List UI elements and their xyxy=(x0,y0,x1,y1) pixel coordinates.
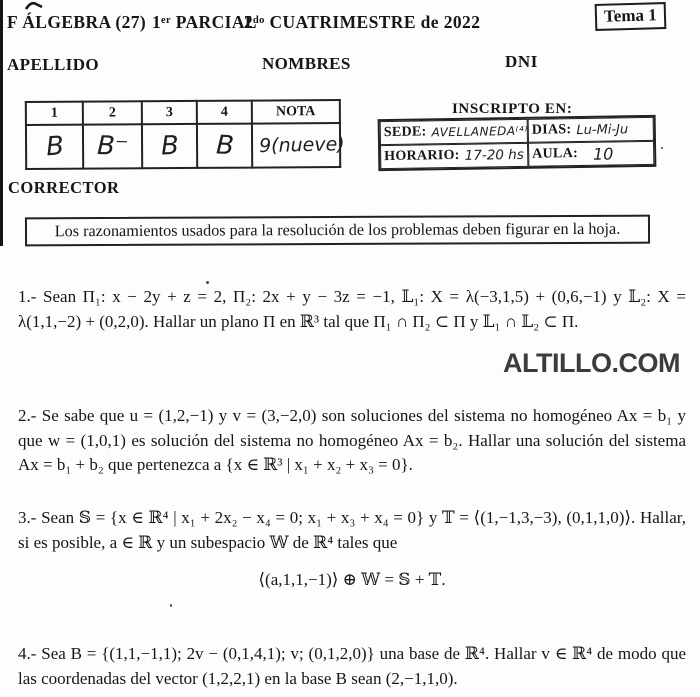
grade-col-2: 2 xyxy=(83,101,142,124)
aula-cell xyxy=(528,141,654,167)
course-title: F ÁLGEBRA (27) xyxy=(7,12,147,32)
sede-cell xyxy=(380,119,528,145)
handwritten-horario: 17-20 hs xyxy=(464,146,524,164)
apellido-label: APELLIDO xyxy=(7,55,99,74)
grade-table-value-row xyxy=(26,123,340,169)
problem-3: 3.- Sean 𝕊 = {x ∈ ℝ⁴ | x₁ + 2x₂ − x₄ = 0; x₁ + x₃ + x₄ = 0} y 𝕋 = ⟨(1,−1,3,−3), (0,1,1,0)⟩. Hallar, si es posible, a ∈ ℝ y un subespacio 𝕎 de ℝ⁴ tales que xyxy=(18,508,686,552)
dni-label: DNI xyxy=(505,52,538,71)
inscripto-box xyxy=(378,115,657,171)
handwritten-dias: Lu-Mi-Ju xyxy=(576,121,629,138)
scan-dot-artifact xyxy=(170,604,172,607)
scan-dot-artifact xyxy=(661,147,663,149)
parcial-title: 1ᵉʳ PARCIAL xyxy=(152,12,257,32)
handwritten-grade-2: B⁻ xyxy=(96,130,129,162)
problem-2: 2.- Se sabe que u = (1,2,−1) y v = (3,−2,0) son soluciones del sistema no homogéneo Ax = b₁ y que w = (1,0,1) es solución del sistema no homogéneo Ax = b₂. Hallar una solución del sistema Ax = b₁ + b₂ que pertenezca a {x ∈ ℝ³ | x₁ + x₂ + x₃ = 0}. xyxy=(18,406,686,474)
inscripto-title: INSCRIPTO EN: xyxy=(452,101,573,117)
sede-label: SEDE: xyxy=(383,124,427,141)
cuatrimestre-title: 2ᵈᵒ CUATRIMESTRE de 2022 xyxy=(244,12,481,32)
handwritten-final-grade: 9(nueve) xyxy=(258,133,345,158)
problem-3-equation: ⟨(a,1,1,−1)⟩ ⊕ 𝕎 = 𝕊 + 𝕋. xyxy=(258,570,446,589)
aula-label: AULA: xyxy=(532,146,579,162)
notice-box xyxy=(25,215,650,247)
handwritten-grade-1: B xyxy=(44,131,65,163)
nombres-label: NOMBRES xyxy=(262,54,351,73)
grade-table-header-row xyxy=(26,100,340,125)
grade-col-3: 3 xyxy=(142,101,197,124)
corrector-label: CORRECTOR xyxy=(8,178,120,197)
dias-label: DIAS: xyxy=(531,122,572,138)
notice-text: Los razonamientos usados para la resolución de los problemas deben figurar en la hoja. xyxy=(54,219,621,241)
grade-table xyxy=(25,99,345,170)
horario-cell xyxy=(380,143,528,169)
grade-value-1 xyxy=(26,125,83,169)
grade-value-3 xyxy=(142,124,197,168)
altillo-watermark: ALTILLO.COM xyxy=(503,348,680,378)
grade-value-2 xyxy=(83,124,142,168)
grade-col-nota: NOTA xyxy=(252,100,340,124)
scan-edge-artifact xyxy=(0,0,3,246)
grade-value-4 xyxy=(197,124,252,168)
tema-box xyxy=(595,2,666,31)
grade-col-4: 4 xyxy=(197,101,252,124)
scan-mark-artifact xyxy=(24,0,44,12)
grade-col-1: 1 xyxy=(26,102,83,125)
problem-4: 4.- Sea B = {(1,1,−1,1); 2v − (0,1,4,1); v; (0,1,2,0)} una base de ℝ⁴. Hallar v ∈ ℝ⁴ de modo que las coordenadas del vector (1,2,2,1) en la base B sean (2,−1,1,0). xyxy=(18,644,686,688)
problem-1: 1.- Sean Π₁: x − 2y + z = 2, Π₂: 2x + y − 3z = −1, 𝕃₁: X = λ(−3,1,5) + (0,6,−1) y 𝕃₂: X = λ(1,1,−2) + (0,2,0). Hallar un plano Π en ℝ³ tal que Π₁ ∩ Π₂ ⊂ Π y 𝕃₁ ∩ 𝕃₂ ⊂ Π. xyxy=(18,287,686,331)
scan-dot-artifact xyxy=(206,281,209,284)
dias-cell xyxy=(528,117,654,143)
horario-label: HORARIO: xyxy=(384,147,460,165)
handwritten-sede: AVELLANEDA⁽⁴⁾ xyxy=(431,123,528,140)
handwritten-grade-3: B xyxy=(160,130,180,162)
grade-value-nota xyxy=(252,123,345,168)
tema-label: Tema 1 xyxy=(603,5,657,26)
handwritten-aula: 10 xyxy=(592,143,614,164)
handwritten-grade-4: B xyxy=(214,130,235,162)
